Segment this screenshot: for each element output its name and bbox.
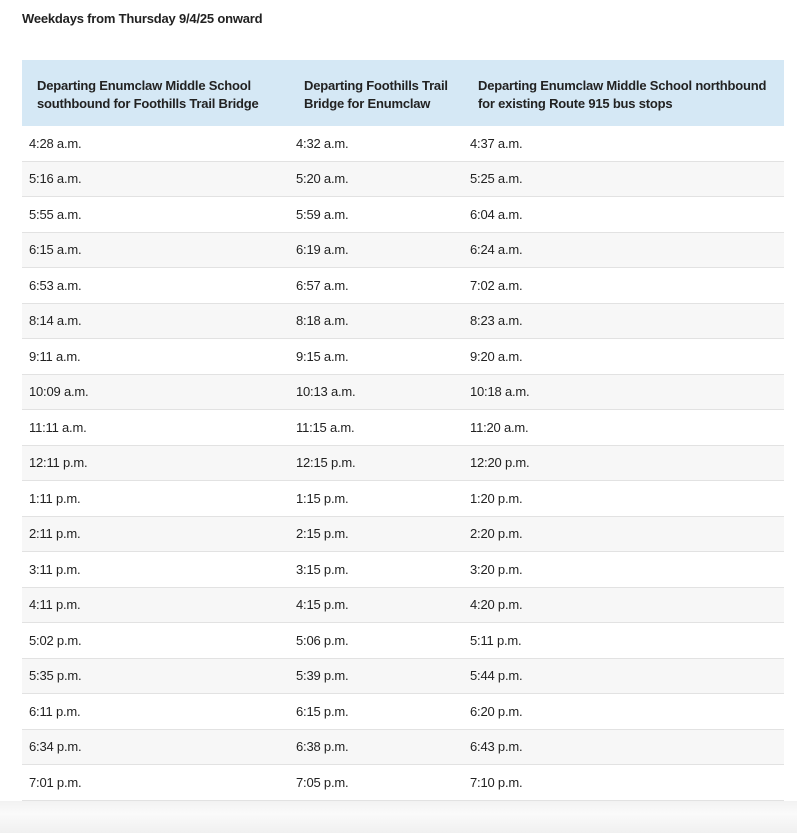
- northbound-time-cell: 3:20 p.m.: [463, 552, 784, 588]
- northbound-time-cell: 12:20 p.m.: [463, 445, 784, 481]
- southbound-time-cell: 6:11 p.m.: [22, 694, 289, 730]
- foothills-time-cell: 2:15 p.m.: [289, 516, 463, 552]
- column-header-label: Departing Enumclaw Middle School northbound for existing Route 915 bus stops: [478, 77, 767, 111]
- table-row: [22, 232, 784, 268]
- northbound-time-cell: 6:20 p.m.: [463, 694, 784, 730]
- table-row: [22, 729, 784, 765]
- table-row: [22, 303, 784, 339]
- northbound-time-cell: 2:20 p.m.: [463, 516, 784, 552]
- foothills-time-cell: 1:15 p.m.: [289, 481, 463, 517]
- foothills-time-cell: 5:59 a.m.: [289, 197, 463, 233]
- table-row: [22, 161, 784, 197]
- table-row: [22, 410, 784, 446]
- southbound-time-cell: 5:55 a.m.: [22, 197, 289, 233]
- table-row: [22, 374, 784, 410]
- foothills-time-cell: 11:15 a.m.: [289, 410, 463, 446]
- foothills-time-cell: 9:15 a.m.: [289, 339, 463, 375]
- table-row: [22, 694, 784, 730]
- southbound-time-cell: 5:35 p.m.: [22, 658, 289, 694]
- northbound-time-cell: 4:37 a.m.: [463, 126, 784, 161]
- southbound-time-cell: 11:11 a.m.: [22, 410, 289, 446]
- table-row: [22, 339, 784, 375]
- northbound-time-cell: 6:43 p.m.: [463, 729, 784, 765]
- northbound-time-cell: 5:25 a.m.: [463, 161, 784, 197]
- southbound-time-cell: 3:11 p.m.: [22, 552, 289, 588]
- southbound-time-cell: 12:11 p.m.: [22, 445, 289, 481]
- northbound-time-cell: 9:20 a.m.: [463, 339, 784, 375]
- southbound-time-cell: 8:14 a.m.: [22, 303, 289, 339]
- table-row: [22, 516, 784, 552]
- foothills-time-cell: 4:15 p.m.: [289, 587, 463, 623]
- northbound-time-cell: 5:44 p.m.: [463, 658, 784, 694]
- northbound-time-cell: 8:23 a.m.: [463, 303, 784, 339]
- schedule-table: [22, 60, 784, 801]
- table-row: [22, 481, 784, 517]
- foothills-time-cell: 8:18 a.m.: [289, 303, 463, 339]
- page-title: Weekdays from Thursday 9/4/25 onward: [22, 11, 263, 26]
- southbound-time-cell: 4:28 a.m.: [22, 126, 289, 161]
- southbound-time-cell: 5:16 a.m.: [22, 161, 289, 197]
- foothills-time-cell: 6:15 p.m.: [289, 694, 463, 730]
- northbound-time-cell: 11:20 a.m.: [463, 410, 784, 446]
- foothills-time-cell: 7:05 p.m.: [289, 765, 463, 801]
- column-header-foothills: [289, 60, 463, 126]
- southbound-time-cell: 2:11 p.m.: [22, 516, 289, 552]
- column-header-label: Departing Foothills Trail Bridge for Enumclaw: [304, 77, 448, 111]
- column-header-northbound: [463, 60, 784, 126]
- southbound-time-cell: 1:11 p.m.: [22, 481, 289, 517]
- southbound-time-cell: 6:34 p.m.: [22, 729, 289, 765]
- southbound-time-cell: 7:01 p.m.: [22, 765, 289, 801]
- column-header-label: Departing Enumclaw Middle School southbound for Foothills Trail Bridge: [37, 77, 259, 111]
- southbound-time-cell: 5:02 p.m.: [22, 623, 289, 659]
- foothills-time-cell: 12:15 p.m.: [289, 445, 463, 481]
- column-header-southbound: [22, 60, 289, 126]
- foothills-time-cell: 4:32 a.m.: [289, 126, 463, 161]
- foothills-time-cell: 3:15 p.m.: [289, 552, 463, 588]
- northbound-time-cell: 7:10 p.m.: [463, 765, 784, 801]
- southbound-time-cell: 9:11 a.m.: [22, 339, 289, 375]
- southbound-time-cell: 6:53 a.m.: [22, 268, 289, 304]
- table-row: [22, 197, 784, 233]
- bottom-fade: [0, 801, 797, 833]
- northbound-time-cell: 6:04 a.m.: [463, 197, 784, 233]
- header-row: [22, 60, 784, 126]
- northbound-time-cell: 1:20 p.m.: [463, 481, 784, 517]
- table-body: [22, 126, 784, 800]
- table-row: [22, 126, 784, 161]
- northbound-time-cell: 7:02 a.m.: [463, 268, 784, 304]
- table-header: [22, 60, 784, 126]
- table-row: [22, 658, 784, 694]
- table-row: [22, 445, 784, 481]
- foothills-time-cell: 6:57 a.m.: [289, 268, 463, 304]
- table-row: [22, 268, 784, 304]
- foothills-time-cell: 6:19 a.m.: [289, 232, 463, 268]
- foothills-time-cell: 5:06 p.m.: [289, 623, 463, 659]
- table-row: [22, 552, 784, 588]
- foothills-time-cell: 5:39 p.m.: [289, 658, 463, 694]
- northbound-time-cell: 6:24 a.m.: [463, 232, 784, 268]
- foothills-time-cell: 5:20 a.m.: [289, 161, 463, 197]
- foothills-time-cell: 10:13 a.m.: [289, 374, 463, 410]
- foothills-time-cell: 6:38 p.m.: [289, 729, 463, 765]
- northbound-time-cell: 5:11 p.m.: [463, 623, 784, 659]
- northbound-time-cell: 4:20 p.m.: [463, 587, 784, 623]
- southbound-time-cell: 6:15 a.m.: [22, 232, 289, 268]
- southbound-time-cell: 4:11 p.m.: [22, 587, 289, 623]
- table-row: [22, 765, 784, 801]
- table-row: [22, 587, 784, 623]
- southbound-time-cell: 10:09 a.m.: [22, 374, 289, 410]
- table-row: [22, 623, 784, 659]
- northbound-time-cell: 10:18 a.m.: [463, 374, 784, 410]
